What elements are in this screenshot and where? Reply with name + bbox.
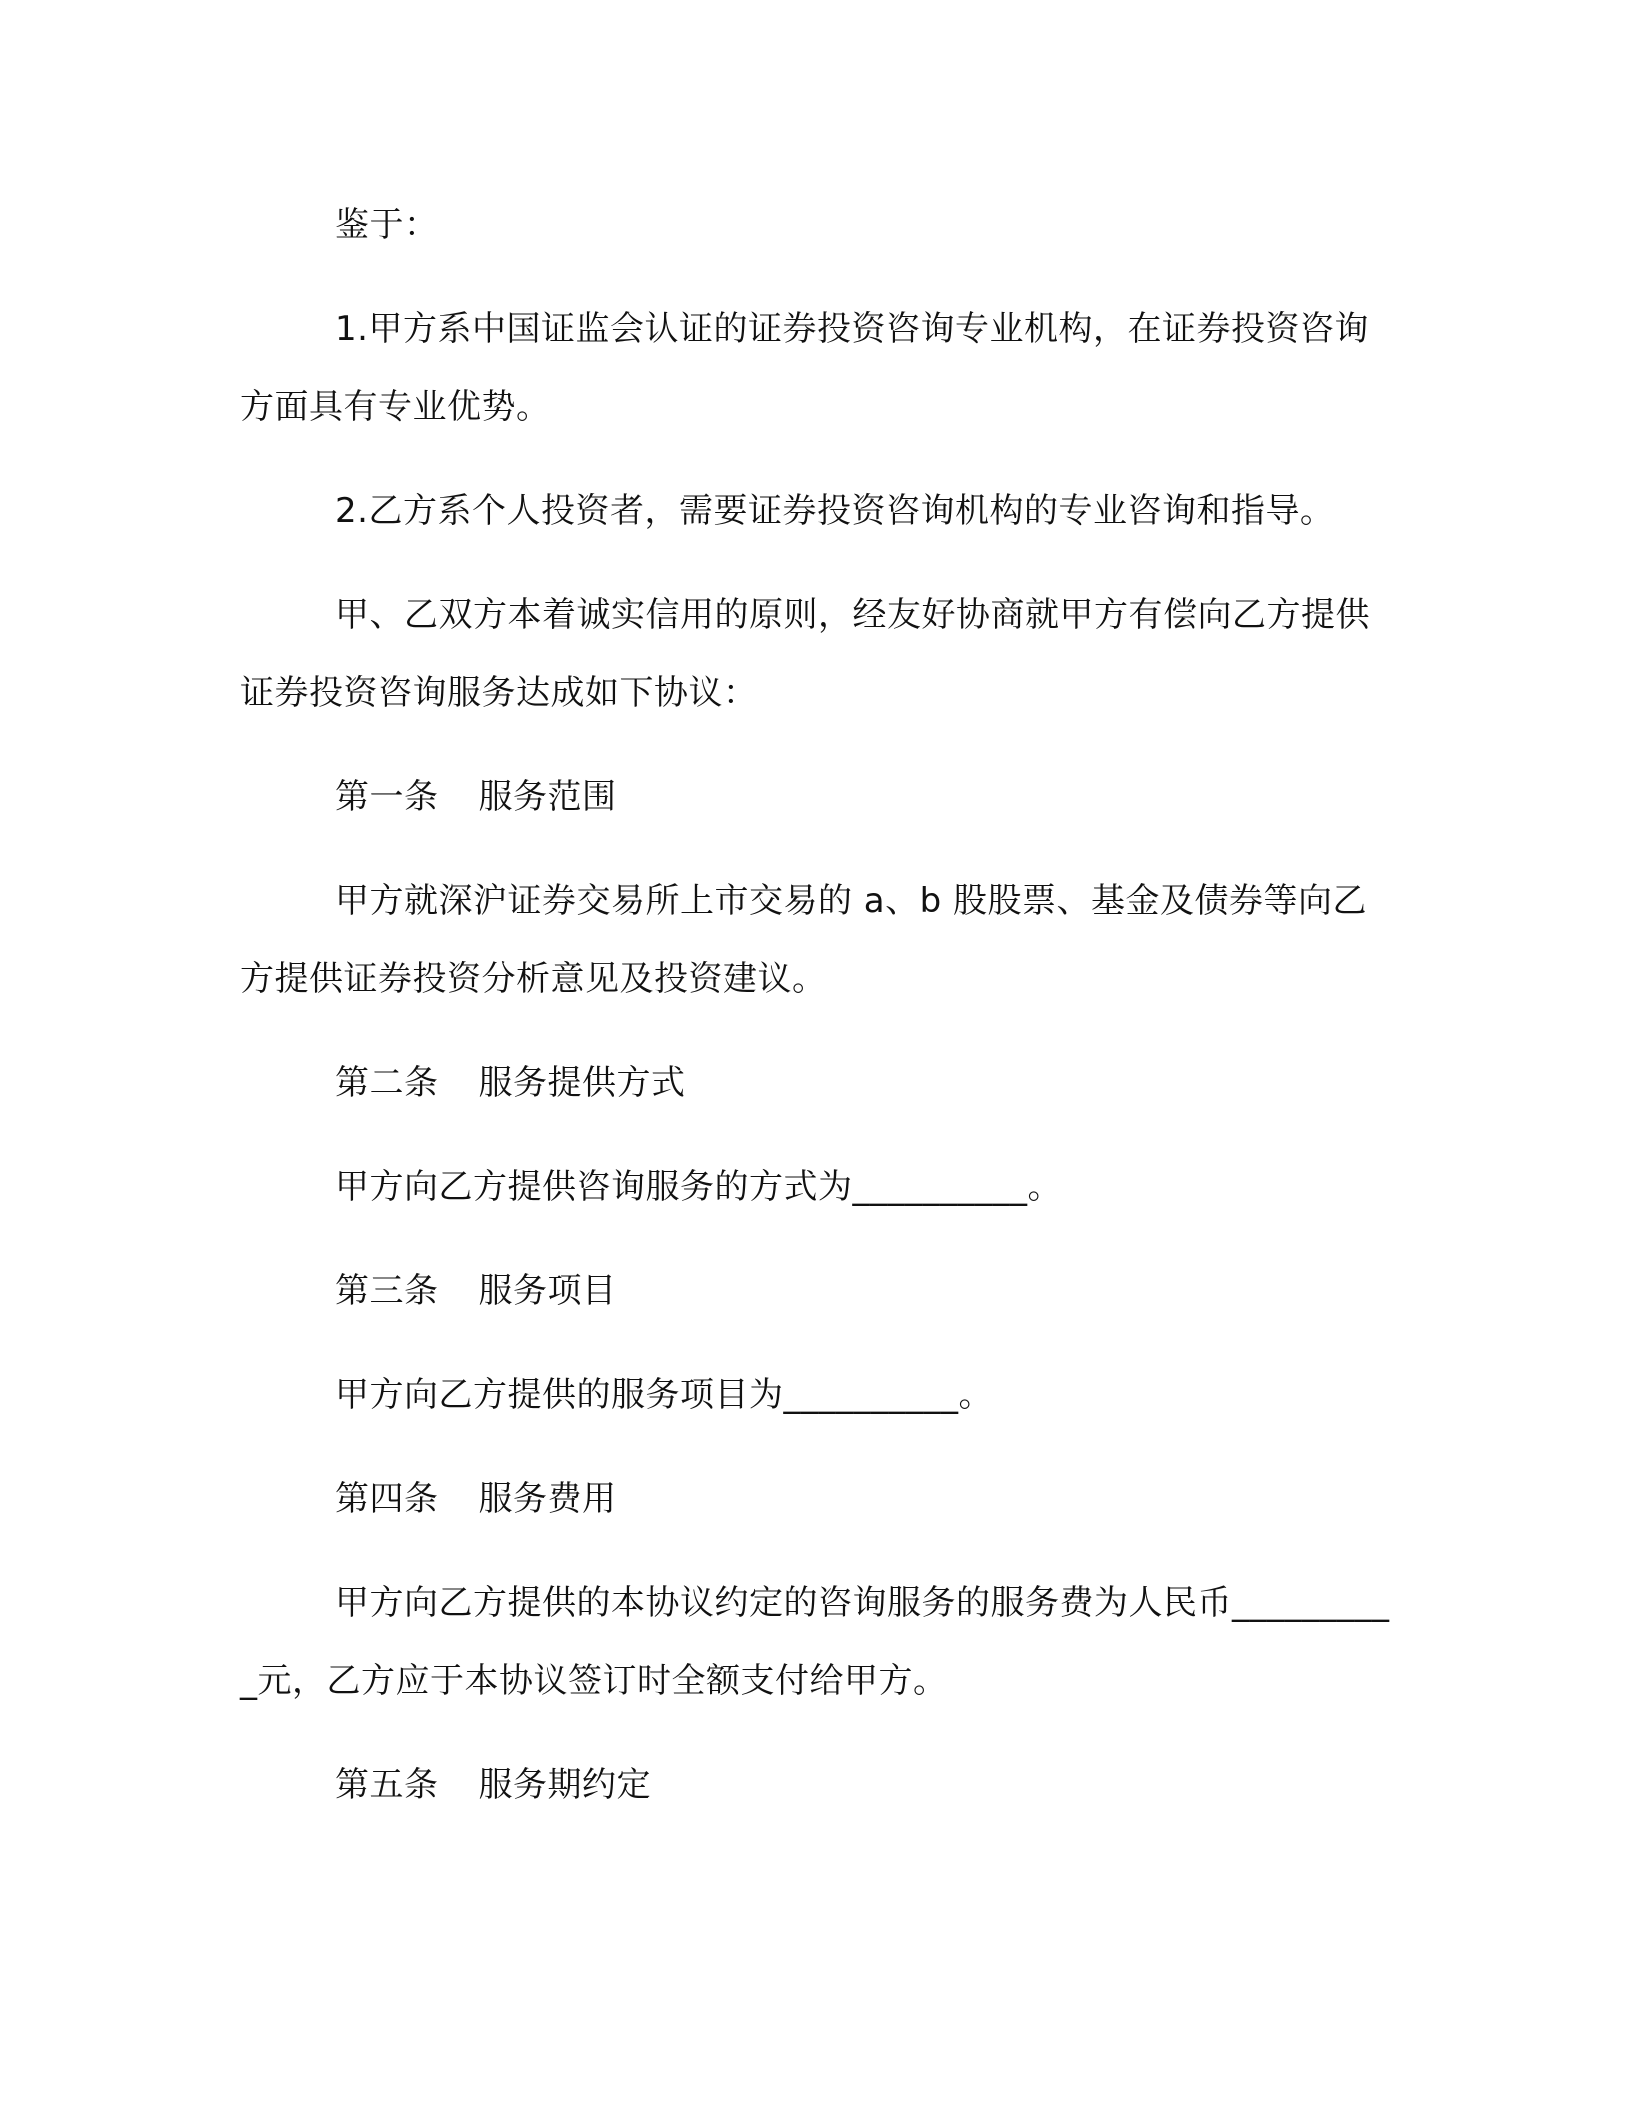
recital-1-paragraph: 1.甲方系中国证监会认证的证券投资咨询专业机构，在证券投资咨询方面具有专业优势。: [240, 309, 1369, 427]
article-2-title: 服务提供方式: [478, 1063, 686, 1103]
article-1-body: 甲方就深沪证券交易所上市交易的 a、b 股股票、基金及债券等向乙方提供证券投资分析意见及投资建议。: [240, 881, 1368, 999]
article-1-heading: [240, 758, 1395, 836]
intro-paragraph: 鉴于：: [335, 205, 439, 245]
article-2-number: 第二条: [335, 1063, 439, 1103]
article-3-number: 第三条: [335, 1271, 439, 1311]
article-4-number: 第四条: [335, 1479, 439, 1519]
article-4-heading: [240, 1460, 1395, 1538]
recital-2-paragraph: 2.乙方系个人投资者，需要证券投资咨询机构的专业咨询和指导。: [335, 491, 1335, 531]
preamble-paragraph: 甲、乙双方本着诚实信用的原则，经友好协商就甲方有偿向乙方提供证券投资咨询服务达成如下协议：: [240, 595, 1370, 713]
article-4-body: 甲方向乙方提供的本协议约定的咨询服务的服务费为人民币__________元，乙方应于本协议签订时全额支付给甲方。: [240, 1583, 1390, 1701]
article-1-title: 服务范围: [478, 777, 617, 817]
article-1-number: 第一条: [335, 777, 439, 817]
article-5-number: 第五条: [335, 1765, 439, 1805]
document-content: [240, 186, 1395, 1850]
article-5-heading: [240, 1746, 1395, 1824]
article-2-body: 甲方向乙方提供咨询服务的方式为__________。: [335, 1167, 1062, 1207]
article-3-heading: [240, 1252, 1395, 1330]
article-3-title: 服务项目: [478, 1271, 617, 1311]
article-3-body: 甲方向乙方提供的服务项目为__________。: [335, 1375, 993, 1415]
article-5-title: 服务期约定: [478, 1765, 651, 1805]
article-4-title: 服务费用: [478, 1479, 617, 1519]
article-2-heading: [240, 1044, 1395, 1122]
